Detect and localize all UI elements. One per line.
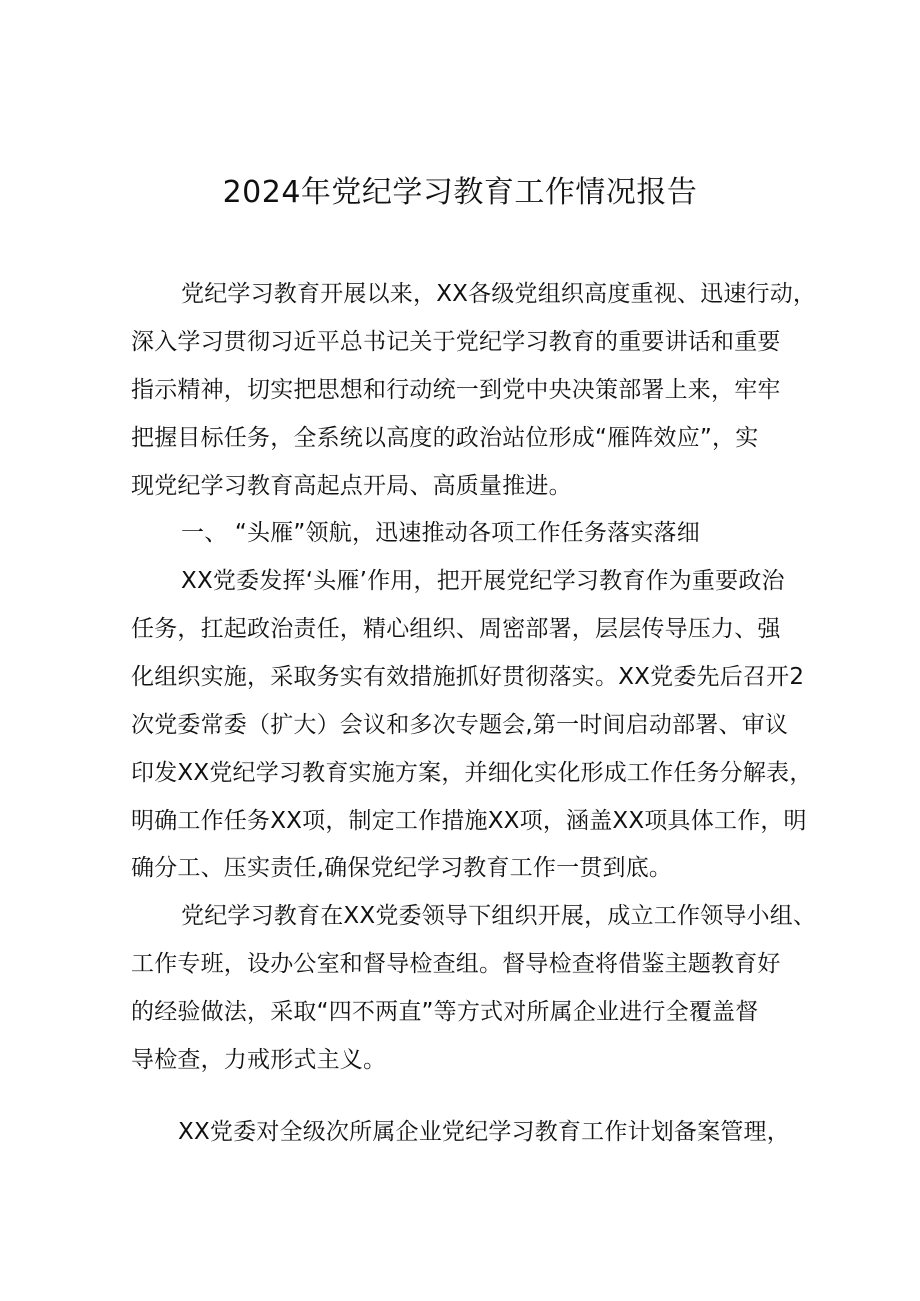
page-title: 2024年党纪学习教育工作情况报告: [222, 175, 698, 210]
body-line: 印发XX党纪学习教育实施方案，并细化实化形成工作任务分解表，: [131, 760, 813, 786]
body-line: 任务，扛起政治责任，精心组织、周密部署，层层传导压力、强: [131, 616, 781, 642]
body-line: 工作专班，设办公室和督导检查组。督导检查将借鉴主题教育好: [131, 951, 781, 977]
body-line: 明确工作任务XX项，制定工作措施XX项，涵盖XX项具体工作，明: [131, 808, 807, 834]
section-heading: 一、 “头雁”领航，迅速推动各项工作任务落实落细: [181, 520, 700, 546]
body-line: 指示精神，切实把思想和行动统一到党中央决策部署上来，牢牢: [131, 377, 781, 403]
body-line: XX党委发挥‘头雁’作用，把开展党纪学习教育作为重要政治: [181, 568, 785, 594]
body-line: 导检查，力戒形式主义。: [131, 1047, 387, 1073]
body-line: 的经验做法，采取“四不两直”等方式对所属企业进行全覆盖督: [131, 999, 759, 1025]
body-line: XX党委对全级次所属企业党纪学习教育工作计划备案管理，: [178, 1119, 790, 1145]
body-line: 确分工、压实责任,确保党纪学习教育工作一贯到底。: [131, 855, 673, 881]
body-line: 把握目标任务，全系统以高度的政治站位形成“雁阵效应”，实: [131, 425, 759, 451]
body-line: 深入学习贯彻习近平总书记关于党纪学习教育的重要讲话和重要: [131, 329, 781, 355]
body-line: 现党纪学习教育高起点开局、高质量推进。: [131, 473, 572, 499]
body-line: 党纪学习教育在XX党委领导下组织开展，成立工作领导小组、: [181, 903, 817, 929]
body-line: 化组织实施，采取务实有效措施抓好贯彻落实。XX党委先后召开2: [131, 664, 805, 690]
body-line: 党纪学习教育开展以来，XX各级党组织高度重视、迅速行动，: [181, 281, 817, 307]
body-line: 次党委常委（扩大）会议和多次专题会,第一时间启动部署、审议: [131, 712, 789, 738]
